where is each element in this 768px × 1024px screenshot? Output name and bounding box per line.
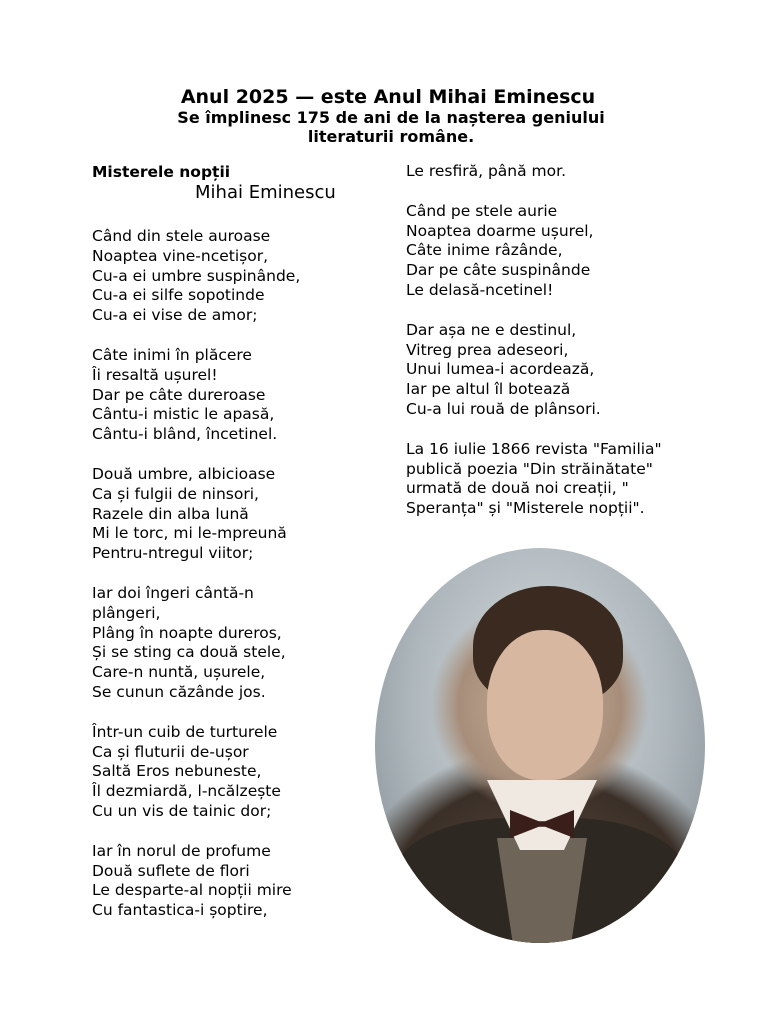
poem-line: Dar așa ne e destinul, <box>406 320 577 339</box>
poem-line: Noaptea vine-ncetișor, <box>92 246 269 265</box>
poem-line: Cu fantastica-i șoptire, <box>92 901 268 920</box>
poem-line: Plâng în noapte dureros, <box>92 623 282 642</box>
poem-line: Cu-a ei vise de amor; <box>92 306 258 325</box>
poem-line: Le desparte-al nopții mire <box>92 881 292 900</box>
poem-line: Se cunun căzânde jos. <box>92 682 266 701</box>
stanza <box>92 842 382 921</box>
page-subtitle-line-2: literaturii române. <box>307 127 475 146</box>
poem-line: Razele din alba lună <box>92 504 249 523</box>
poem-author: Mihai Eminescu <box>195 182 336 203</box>
stanza <box>406 202 696 301</box>
stanza <box>406 321 696 420</box>
poem-line: Iar doi îngeri cântă-n plângeri, <box>92 583 254 622</box>
page-title: Anul 2025 — este Anul Mihai Eminescu <box>180 86 596 108</box>
portrait-photo-icon <box>375 548 705 943</box>
poem-line: Mi le torc, mi le-mpreună <box>92 524 287 543</box>
poem-line: Dar pe câte suspinânde <box>406 261 591 280</box>
poem-line: Vitreg prea adeseori, <box>406 340 569 359</box>
poem-line: Noaptea doarme ușurel, <box>406 221 594 240</box>
poem-line: Iar în norul de profume <box>92 841 271 860</box>
poem-line: Cu-a ei silfe sopotinde <box>92 286 265 305</box>
vest-shape <box>497 838 587 943</box>
page-subtitle-line-1: Se împlinesc 175 de ani de la nașterea geniului <box>177 108 605 127</box>
stanza <box>406 162 696 182</box>
poem-line: Saltă Eros nebuneste, <box>92 762 262 781</box>
poem-line: Le resfiră, până mor. <box>406 162 567 180</box>
poem-line: Cu un vis de tainic dor; <box>92 801 272 820</box>
poem-column-right <box>406 162 696 526</box>
page-header <box>0 86 768 146</box>
poem-line: Când din stele auroase <box>92 227 271 245</box>
poem-line: Unui lumea-i acordează, <box>406 360 595 379</box>
poem-line: Dar pe câte dureroase <box>92 385 266 404</box>
poem-line: Cântu-i mistic le apasă, <box>92 405 275 424</box>
poem-line: Pentru-ntregul viitor; <box>92 544 254 563</box>
stanza <box>92 346 382 445</box>
poem-line: Cu-a lui rouă de plânsori. <box>406 399 601 418</box>
poem-line: Care-n nuntă, ușurele, <box>92 663 266 682</box>
poem-line: Ca și fulgii de ninsori, <box>92 484 259 503</box>
stanza <box>92 227 382 326</box>
stanza <box>92 723 382 822</box>
poem-line: Îl dezmiardă, l-ncălzește <box>92 782 281 801</box>
stanza <box>92 465 382 564</box>
poem-line: Când pe stele aurie <box>406 201 558 220</box>
poem-line: Câte inime râzânde, <box>406 241 563 260</box>
prose-block <box>406 440 696 526</box>
stanza <box>92 584 382 703</box>
poem-line: Iar pe altul îl botează <box>406 380 571 399</box>
poem-line: Cu-a ei umbre suspinânde, <box>92 266 301 285</box>
poem-line: Îi resaltă ușurel! <box>92 365 218 384</box>
poem-line: Le delasă-ncetinel! <box>406 280 554 299</box>
poem-line: Două umbre, albicioase <box>92 464 276 483</box>
poem-line: Două suflete de flori <box>92 861 250 880</box>
face-shape <box>487 630 603 780</box>
poem-line: Câte inimi în plăcere <box>92 345 252 364</box>
poem-line: Cântu-i blând, încetinel. <box>92 425 278 444</box>
poem-line: Într-un cuib de turturele <box>92 722 278 741</box>
poem-title: Misterele nopții <box>92 163 231 181</box>
poem-column-left <box>92 162 382 941</box>
poem-line: Și se sting ca două stele, <box>92 643 286 662</box>
poem-line: Ca și fluturii de-ușor <box>92 742 249 761</box>
prose-paragraph: La 16 iulie 1866 revista "Familia" publică poezia "Din străinătate" urmată de două noi creații, " Speranța" și "Misterele nopții". <box>406 439 662 518</box>
